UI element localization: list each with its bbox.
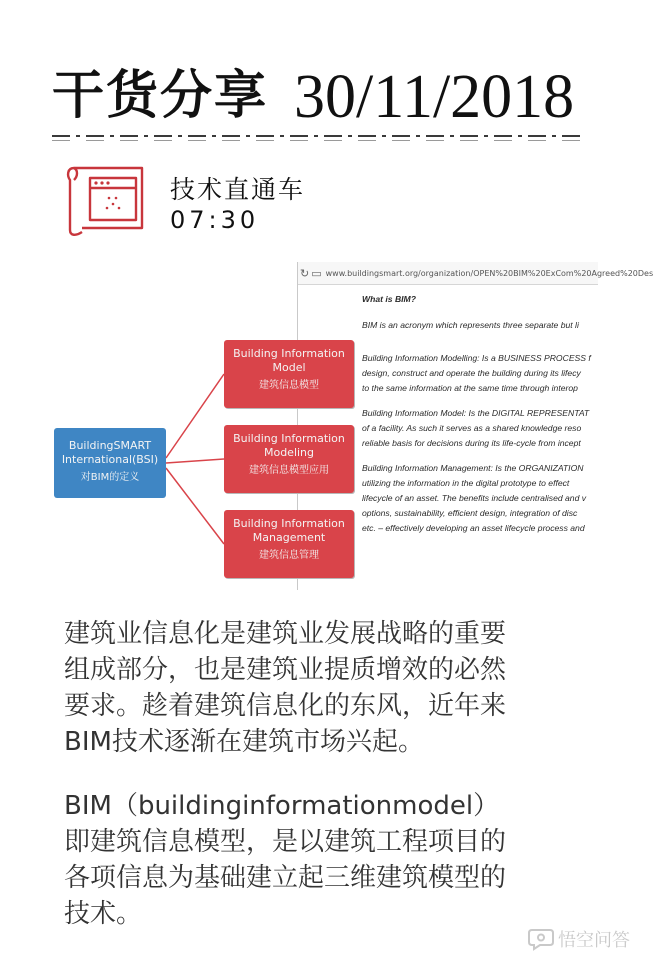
- doc-line: reliable basis for decisions during its life-cycle from incept: [362, 438, 581, 448]
- doc-paragraph: [362, 351, 598, 396]
- doc-paragraph: [362, 318, 598, 333]
- paragraph-line: 建筑业信息化是建筑业发展战略的重要: [64, 619, 507, 649]
- doc-line: design, construct and operate the building during its lifecy: [362, 368, 581, 378]
- doc-paragraph: [362, 406, 598, 451]
- branch-node-cn: 建筑信息模型应用: [249, 465, 329, 476]
- paragraph-line: 组成部分，也是建筑业提质增效的必然: [64, 655, 507, 685]
- paragraph-line: 各项信息为基础建立起三维建筑模型的: [64, 863, 507, 893]
- divider-secondary: [52, 140, 586, 141]
- title-text: 干货分享: [52, 65, 269, 126]
- title-date: 30/11/2018: [294, 63, 575, 131]
- page-icon: ▭: [311, 266, 322, 280]
- watermark: [528, 926, 630, 952]
- branch-node-en: Building Information Model: [233, 347, 345, 374]
- doc-line: lifecycle of an asset. The benefits include centralised and v: [362, 493, 587, 503]
- branch-node-cn: 建筑信息模型: [259, 380, 319, 391]
- doc-line: etc. – effectively developing an asset lifecycle process and: [362, 523, 585, 533]
- diagram-branch-node: [224, 510, 354, 578]
- divider: [52, 135, 586, 137]
- chat-bubble-icon: [528, 927, 554, 951]
- watermark-text: 悟空问答: [558, 930, 630, 951]
- branch-node-en: Building Information Management: [233, 517, 345, 544]
- diagram-root-node: [54, 428, 166, 498]
- doc-line: Building Information Management: Is the ORGANIZATION: [362, 463, 584, 473]
- branch-node-en: Building Information Modeling: [233, 432, 345, 459]
- paragraph-line: 即建筑信息模型，是以建筑工程项目的: [64, 827, 507, 857]
- doc-heading: What is BIM?: [362, 294, 416, 304]
- branch-node-cn: 建筑信息管理: [259, 550, 319, 561]
- body-paragraph-1: [64, 616, 564, 760]
- body-paragraph-2: [64, 788, 564, 932]
- paragraph-line: BIM技术逐渐在建筑市场兴起。: [64, 727, 424, 757]
- page-title: [52, 48, 612, 131]
- diagram-branch-node: [224, 425, 354, 493]
- web-document: [362, 292, 598, 546]
- browser-url: www.buildingsmart.org/organization/OPEN%20BIM%20ExCom%20Agreed%20Des: [325, 268, 653, 278]
- doc-line: Building Information Modelling: Is a BUSINESS PROCESS f: [362, 353, 591, 363]
- doc-line: of a facility. As such it serves as a shared knowledge reso: [362, 423, 582, 433]
- section-time: 07:30: [170, 206, 260, 234]
- paragraph-line: 要求。趁着建筑信息化的东风，近年来: [64, 691, 507, 721]
- doc-line: BIM is an acronym which represents three separate but li: [362, 320, 579, 330]
- diagram-branch-node: [224, 340, 354, 408]
- bim-figure: [52, 262, 653, 590]
- root-node-cn: 对BIM的定义: [80, 472, 140, 483]
- reload-icon: ↻: [300, 266, 310, 280]
- doc-line: utilizing the information in the digital prototype to effect: [362, 478, 570, 488]
- section-title: 技术直通车: [170, 175, 306, 204]
- paragraph-line: 技术。: [64, 899, 143, 929]
- bim-definition-diagram: [52, 262, 352, 590]
- doc-paragraph: [362, 461, 598, 536]
- doc-line: to the same information at the same time through interop: [362, 383, 578, 393]
- document-icon: [64, 162, 148, 240]
- paragraph-line: BIM（buildinginformationmodel）: [64, 791, 500, 821]
- root-node-en: BuildingSMART International(BSI): [61, 439, 159, 466]
- doc-line: options, sustainability, efficient design, integration of disc: [362, 508, 578, 518]
- doc-line: Building Information Model: Is the DIGITAL REPRESENTAT: [362, 408, 590, 418]
